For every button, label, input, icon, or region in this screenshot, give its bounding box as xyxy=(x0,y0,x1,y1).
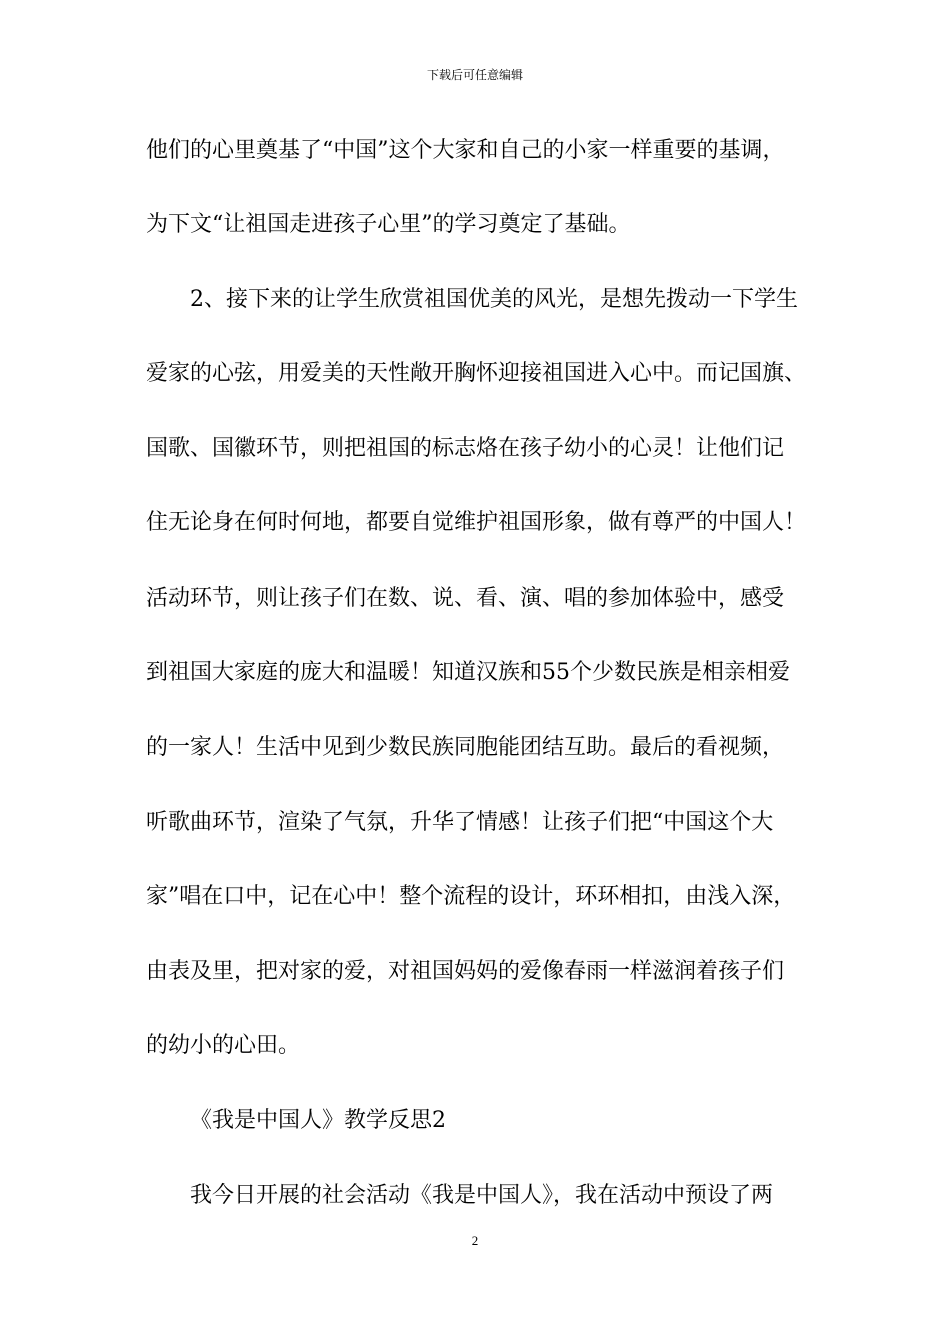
body-line-5: 国歌、国徽环节，则把祖国的标志烙在孩子幼小的心灵！让他们记 xyxy=(146,436,785,461)
page-number: 2 xyxy=(471,1233,479,1248)
body-line-1: 他们的心里奠基了“中国”这个大家和自己的小家一样重要的基调， xyxy=(146,138,785,163)
body-line-4: 爱家的心弦，用爱美的天性敞开胸怀迎接祖国进入心中。而记国旗、 xyxy=(146,361,807,386)
body-line-13: 的幼小的心田。 xyxy=(146,1033,301,1058)
body-line-7: 活动环节，则让孩子们在数、说、看、演、唱的参加体验中，感受 xyxy=(146,586,785,611)
body-line-9: 的一家人！生活中见到少数民族同胞能团结互助。最后的看视频， xyxy=(146,735,785,760)
body-line-3: 2、接下来的让学生欣赏祖国优美的风光，是想先拨动一下学生 xyxy=(190,287,798,312)
page-header-note: 下载后可任意编辑 xyxy=(426,68,523,82)
body-line-11: 家”唱在口中，记在心中！整个流程的设计，环环相扣，由浅入深， xyxy=(146,884,796,909)
body-line-6: 住无论身在何时何地，都要自觉维护祖国形象，做有尊严的中国人！ xyxy=(146,510,807,535)
body-line-12: 由表及里，把对家的爱，对祖国妈妈的爱像春雨一样滋润着孩子们 xyxy=(146,959,785,984)
body-line-10: 听歌曲环节，渲染了气氛，升华了情感！让孩子们把“中国这个大 xyxy=(146,810,774,835)
body-line-8: 到祖国大家庭的庞大和温暖！知道汉族和55个少数民族是相亲相爱 xyxy=(146,660,790,685)
body-line-2: 为下文“让祖国走进孩子心里”的学习奠定了基础。 xyxy=(146,212,631,237)
body-line-15: 我今日开展的社会活动《我是中国人》，我在活动中预设了两 xyxy=(190,1183,774,1208)
section-heading: 《我是中国人》教学反思2 xyxy=(190,1108,446,1133)
